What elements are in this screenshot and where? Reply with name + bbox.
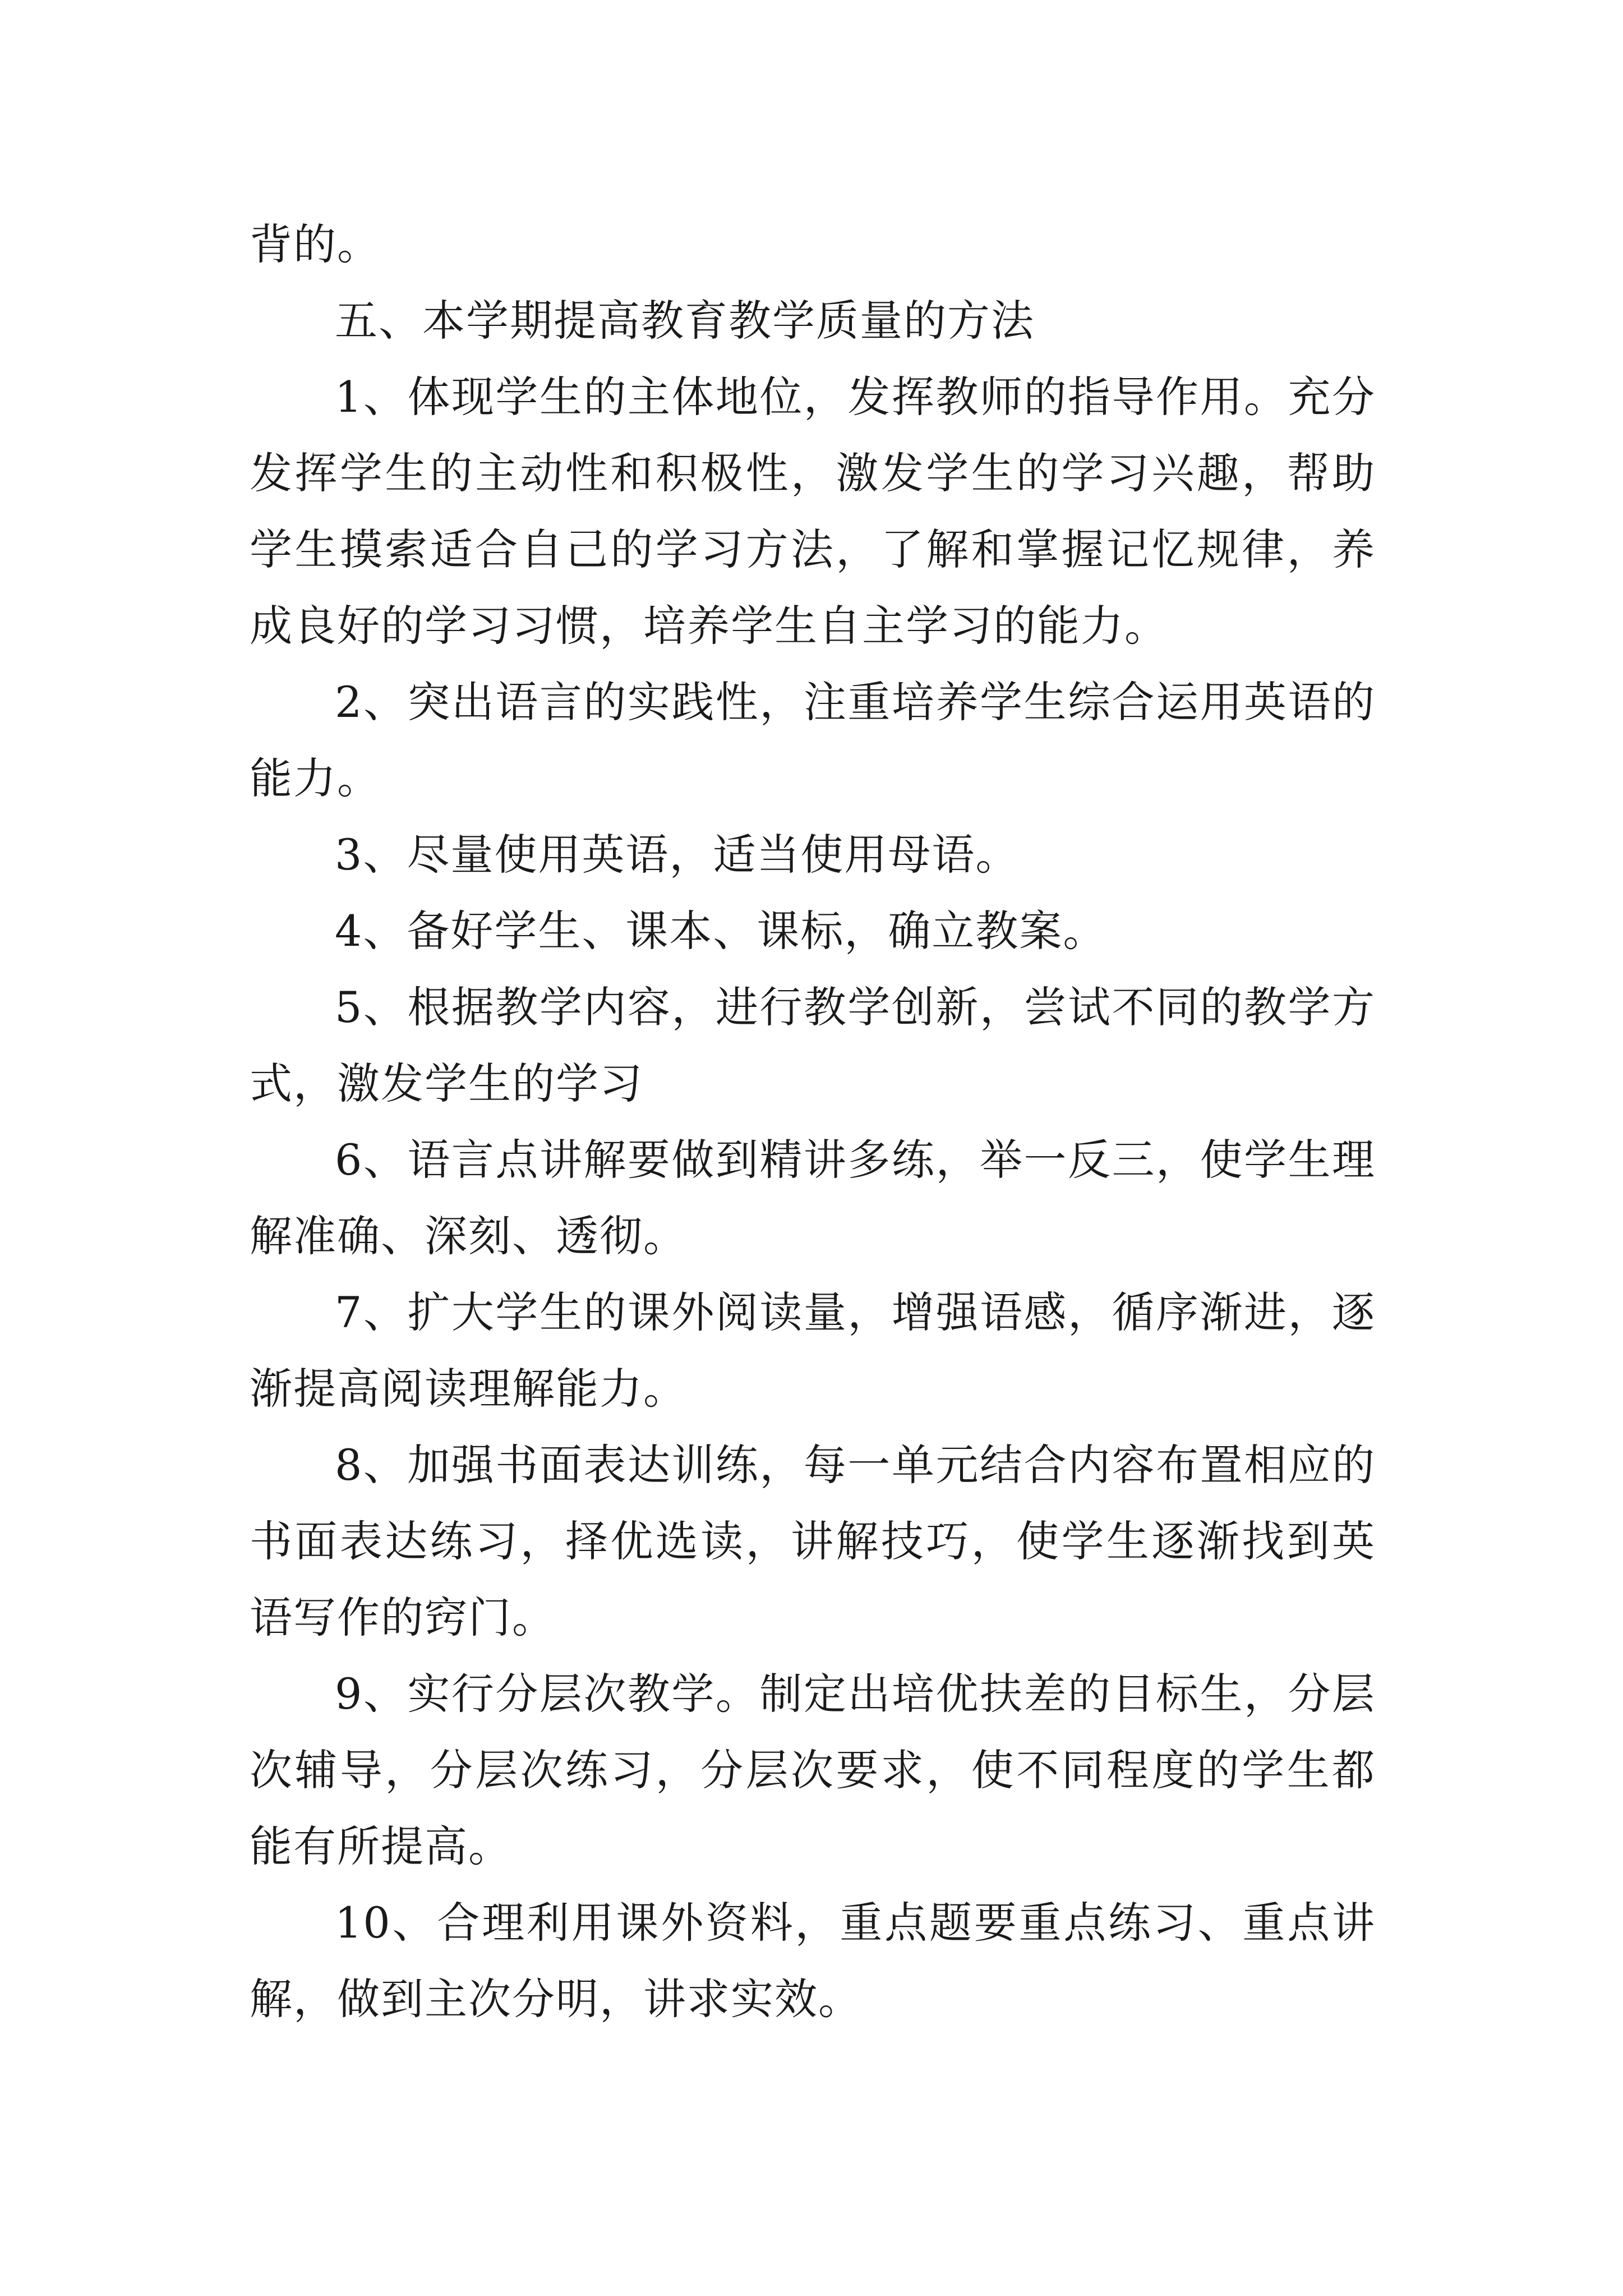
paragraph-item-3: 3、尽量使用英语，适当使用母语。 (335, 830, 1020, 880)
document-body (250, 206, 1376, 2037)
paragraph-item-10: 10、合理利用课外资料，重点题要重点练习、重点讲解，做到主次分明，讲求实效。 (250, 1898, 1376, 2024)
paragraph-item-2: 2、突出语言的实践性，注重培养学生综合运用英语的能力。 (250, 677, 1376, 803)
paragraph-item-6: 6、语言点讲解要做到精讲多练，举一反三，使学生理解准确、深刻、透彻。 (250, 1135, 1376, 1261)
paragraph-item-1: 1、体现学生的主体地位，发挥教师的指导作用。充分发挥学生的主动性和积极性，激发学生的学习兴趣，帮助学生摸索适合自己的学习方法，了解和掌握记忆规律，养成良好的学习习惯，培养学生自主学习的能力。 (250, 372, 1376, 651)
paragraph-item-5: 5、根据教学内容，进行教学创新，尝试不同的教学方式，激发学生的学习 (250, 982, 1376, 1108)
paragraph-continuation: 背的。 (250, 219, 381, 269)
paragraph-item-4: 4、备好学生、课本、课标，确立教案。 (335, 906, 1107, 956)
paragraph-item-8: 8、加强书面表达训练，每一单元结合内容布置相应的书面表达练习，择优选读，讲解技巧，使学生逐渐找到英语写作的窍门。 (250, 1440, 1376, 1642)
paragraph-item-7: 7、扩大学生的课外阅读量，增强语感，循序渐进，逐渐提高阅读理解能力。 (250, 1287, 1376, 1414)
paragraph-item-9: 9、实行分层次教学。制定出培优扶差的目标生，分层次辅导，分层次练习，分层次要求，使不同程度的学生都能有所提高。 (250, 1669, 1376, 1871)
section-heading: 五、本学期提高教育教学质量的方法 (335, 296, 1035, 346)
